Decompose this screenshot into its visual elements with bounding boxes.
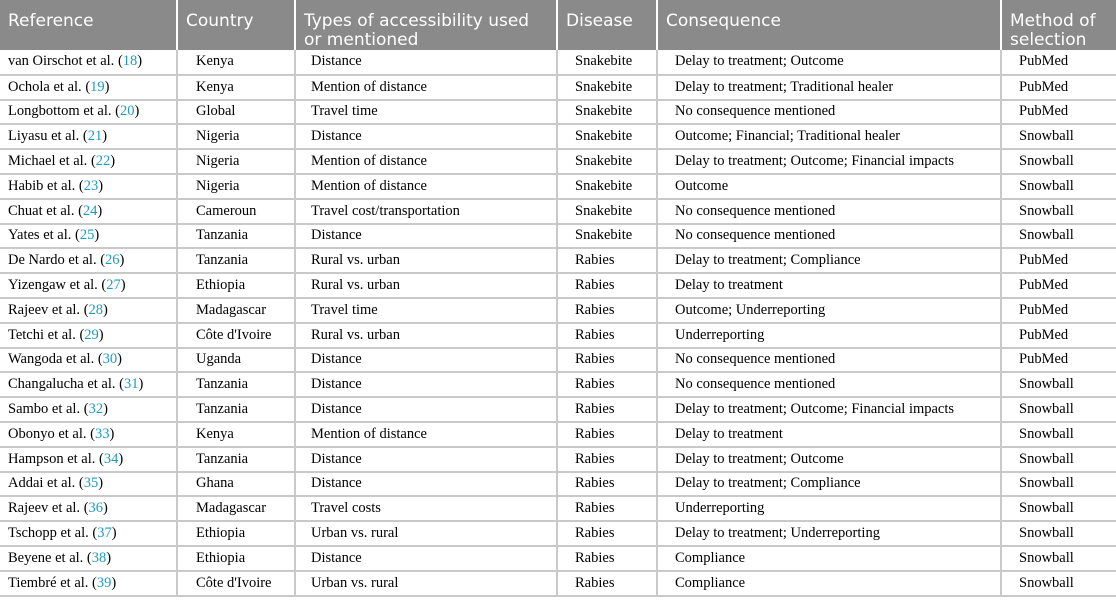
cell-disease: Rabies: [557, 447, 657, 472]
cell-disease: Rabies: [557, 472, 657, 497]
reference-link[interactable]: 35: [83, 475, 99, 492]
reference-author: Tetchi et al.: [8, 326, 76, 343]
reference-author: van Oirschot et al.: [8, 53, 115, 70]
cell-country: Ghana: [177, 472, 295, 497]
reference-author: Beyene et al.: [8, 549, 84, 566]
cell-method: PubMed: [1001, 248, 1116, 273]
cell-disease: Snakebite: [557, 75, 657, 100]
reference-paren-open: (: [81, 78, 91, 95]
cell-types: Mention of distance: [295, 174, 557, 199]
cell-types: Mention of distance: [295, 75, 557, 100]
cell-reference: [0, 298, 177, 323]
cell-disease: Rabies: [557, 372, 657, 397]
reference-paren-close: ): [103, 401, 108, 418]
cell-country: Ethiopia: [177, 546, 295, 571]
cell-reference: [0, 496, 177, 521]
cell-types: Travel costs: [295, 496, 557, 521]
table-row: [0, 149, 1116, 174]
reference-paren-close: ): [98, 326, 104, 343]
table-row: [0, 75, 1116, 100]
cell-reference: [0, 199, 177, 224]
table-row: [0, 496, 1116, 521]
cell-consequence: No consequence mentioned: [657, 100, 1001, 125]
cell-reference: [0, 124, 177, 149]
cell-disease: Rabies: [557, 298, 657, 323]
reference-paren-close: ): [120, 277, 126, 294]
cell-disease: Rabies: [557, 397, 657, 422]
column-header-consequence: Consequence: [657, 0, 1001, 50]
reference-author: Rajeev et al.: [8, 301, 81, 318]
reference-link[interactable]: 30: [102, 351, 118, 368]
cell-method: PubMed: [1001, 323, 1116, 348]
cell-method: Snowball: [1001, 546, 1116, 571]
cell-consequence: Outcome; Financial; Traditional healer: [657, 124, 1001, 149]
cell-disease: Rabies: [557, 348, 657, 373]
table-row: [0, 100, 1116, 125]
cell-consequence: Delay to treatment; Outcome: [657, 50, 1001, 75]
table-row: [0, 348, 1116, 373]
cell-disease: Snakebite: [557, 224, 657, 249]
cell-types: Urban vs. rural: [295, 571, 557, 596]
reference-paren-open: (: [80, 401, 89, 418]
cell-types: Rural vs. urban: [295, 273, 557, 298]
cell-reference: [0, 571, 177, 596]
cell-method: Snowball: [1001, 124, 1116, 149]
reference-paren-open: (: [95, 450, 104, 467]
reference-paren-close: ): [98, 475, 104, 492]
cell-types: Distance: [295, 546, 557, 571]
reference-author: Changalucha et al.: [8, 376, 116, 393]
cell-types: Mention of distance: [295, 149, 557, 174]
reference-paren-close: ): [102, 128, 108, 145]
reference-paren-close: ): [103, 301, 108, 318]
cell-reference: [0, 248, 177, 273]
cell-consequence: Delay to treatment; Outcome: [657, 447, 1001, 472]
reference-link[interactable]: 31: [123, 376, 139, 393]
cell-consequence: Compliance: [657, 571, 1001, 596]
cell-country: Uganda: [177, 348, 295, 373]
cell-reference: [0, 100, 177, 125]
cell-types: Distance: [295, 348, 557, 373]
table-header: [0, 0, 1116, 50]
reference-paren-open: (: [114, 53, 123, 70]
reference-author: Wangoda et al.: [8, 351, 95, 368]
cell-country: Tanzania: [177, 372, 295, 397]
reference-paren-close: ): [134, 103, 140, 120]
reference-paren-open: (: [94, 351, 103, 368]
cell-consequence: Underreporting: [657, 323, 1001, 348]
reference-author: De Nardo et al.: [8, 252, 97, 269]
reference-author: Liyasu et al.: [8, 128, 80, 145]
cell-reference: [0, 422, 177, 447]
reference-paren-close: ): [104, 78, 110, 95]
cell-country: Cameroun: [177, 199, 295, 224]
cell-consequence: Underreporting: [657, 496, 1001, 521]
cell-reference: [0, 546, 177, 571]
reference-link[interactable]: 29: [84, 326, 99, 343]
reference-author: Ochola et al.: [8, 78, 82, 95]
reference-link[interactable]: 34: [103, 450, 119, 467]
column-header-reference: Reference: [0, 0, 177, 50]
cell-country: Madagascar: [177, 298, 295, 323]
cell-types: Travel time: [295, 100, 557, 125]
reference-paren-close: ): [97, 202, 103, 219]
cell-method: Snowball: [1001, 174, 1116, 199]
cell-country: Nigeria: [177, 149, 295, 174]
reference-author: Sambo et al.: [8, 401, 81, 418]
reference-link[interactable]: 23: [83, 177, 99, 194]
cell-method: Snowball: [1001, 521, 1116, 546]
cell-consequence: No consequence mentioned: [657, 372, 1001, 397]
reference-link[interactable]: 26: [105, 252, 120, 269]
cell-method: Snowball: [1001, 571, 1116, 596]
reference-author: Tiembré et al.: [8, 574, 89, 591]
table-row: [0, 521, 1116, 546]
reference-author: Hampson et al.: [8, 450, 96, 467]
table-body: [0, 50, 1116, 596]
cell-types: Mention of distance: [295, 422, 557, 447]
cell-country: Tanzania: [177, 397, 295, 422]
reference-paren-open: (: [87, 153, 96, 170]
cell-reference: [0, 472, 177, 497]
table-row: [0, 422, 1116, 447]
cell-consequence: Delay to treatment; Traditional healer: [657, 75, 1001, 100]
reference-paren-open: (: [75, 326, 85, 343]
cell-consequence: No consequence mentioned: [657, 224, 1001, 249]
cell-reference: [0, 521, 177, 546]
cell-country: Global: [177, 100, 295, 125]
cell-reference: [0, 447, 177, 472]
reference-paren-open: (: [71, 227, 80, 244]
column-header-types: Types of accessibility used or mentioned: [295, 0, 557, 50]
cell-method: Snowball: [1001, 149, 1116, 174]
cell-disease: Snakebite: [557, 174, 657, 199]
reference-paren-close: ): [103, 500, 108, 517]
reference-paren-close: ): [110, 153, 116, 170]
cell-country: Kenya: [177, 422, 295, 447]
cell-disease: Snakebite: [557, 199, 657, 224]
cell-reference: [0, 149, 177, 174]
reference-paren-close: ): [109, 425, 115, 442]
reference-link[interactable]: 19: [90, 78, 105, 95]
cell-disease: Snakebite: [557, 124, 657, 149]
reference-paren-open: (: [75, 475, 84, 492]
cell-disease: Rabies: [557, 323, 657, 348]
reference-paren-open: (: [86, 425, 95, 442]
cell-method: Snowball: [1001, 372, 1116, 397]
reference-author: Yizengaw et al.: [8, 277, 98, 294]
cell-country: Côte d'Ivoire: [177, 571, 295, 596]
cell-consequence: No consequence mentioned: [657, 199, 1001, 224]
cell-country: Kenya: [177, 50, 295, 75]
reference-paren-open: (: [88, 525, 98, 542]
reference-link[interactable]: 27: [106, 277, 121, 294]
cell-method: PubMed: [1001, 348, 1116, 373]
cell-consequence: Delay to treatment: [657, 422, 1001, 447]
cell-reference: [0, 224, 177, 249]
reference-author: Obonyo et al.: [8, 425, 87, 442]
cell-types: Distance: [295, 447, 557, 472]
cell-country: Tanzania: [177, 447, 295, 472]
cell-disease: Rabies: [557, 422, 657, 447]
cell-method: PubMed: [1001, 100, 1116, 125]
reference-paren-close: ): [111, 525, 117, 542]
cell-consequence: Outcome: [657, 174, 1001, 199]
reference-link[interactable]: 20: [119, 103, 135, 120]
table-row: [0, 372, 1116, 397]
header-row: [0, 0, 1116, 50]
table-row: [0, 174, 1116, 199]
reference-link[interactable]: 25: [79, 227, 95, 244]
reference-link[interactable]: 21: [87, 128, 103, 145]
cell-consequence: No consequence mentioned: [657, 348, 1001, 373]
cell-types: Distance: [295, 124, 557, 149]
reference-paren-open: (: [97, 277, 107, 294]
cell-country: Nigeria: [177, 124, 295, 149]
reference-paren-close: ): [138, 376, 144, 393]
table-row: [0, 397, 1116, 422]
cell-consequence: Delay to treatment; Outcome; Financial impacts: [657, 149, 1001, 174]
cell-method: PubMed: [1001, 273, 1116, 298]
table-row: [0, 273, 1116, 298]
cell-reference: [0, 372, 177, 397]
table-row: [0, 546, 1116, 571]
cell-types: Distance: [295, 224, 557, 249]
reference-author: Addai et al.: [8, 475, 76, 492]
cell-disease: Rabies: [557, 496, 657, 521]
cell-types: Rural vs. urban: [295, 248, 557, 273]
cell-types: Distance: [295, 397, 557, 422]
cell-consequence: Delay to treatment; Outcome; Financial impacts: [657, 397, 1001, 422]
cell-consequence: Outcome; Underreporting: [657, 298, 1001, 323]
reference-paren-open: (: [115, 376, 124, 393]
cell-reference: [0, 174, 177, 199]
cell-consequence: Delay to treatment: [657, 273, 1001, 298]
cell-method: Snowball: [1001, 496, 1116, 521]
cell-consequence: Compliance: [657, 546, 1001, 571]
cell-types: Distance: [295, 50, 557, 75]
cell-reference: [0, 348, 177, 373]
cell-reference: [0, 273, 177, 298]
reference-link[interactable]: 18: [122, 53, 138, 70]
cell-disease: Snakebite: [557, 149, 657, 174]
reference-paren-close: ): [119, 252, 125, 269]
cell-country: Côte d'Ivoire: [177, 323, 295, 348]
cell-disease: Snakebite: [557, 100, 657, 125]
reference-paren-open: (: [83, 549, 92, 566]
table-row: [0, 323, 1116, 348]
reference-paren-open: (: [79, 128, 88, 145]
cell-reference: [0, 323, 177, 348]
cell-types: Travel time: [295, 298, 557, 323]
reference-link[interactable]: 22: [95, 153, 111, 170]
cell-types: Distance: [295, 472, 557, 497]
cell-method: Snowball: [1001, 472, 1116, 497]
cell-method: PubMed: [1001, 298, 1116, 323]
cell-reference: [0, 75, 177, 100]
reference-paren-open: (: [88, 574, 97, 591]
reference-link[interactable]: 32: [88, 401, 104, 418]
reference-paren-open: (: [75, 177, 84, 194]
reference-paren-open: (: [111, 103, 120, 120]
reference-link[interactable]: 33: [95, 425, 110, 442]
cell-disease: Rabies: [557, 571, 657, 596]
reference-paren-close: ): [98, 177, 104, 194]
cell-disease: Rabies: [557, 521, 657, 546]
reference-author: Yates et al.: [8, 227, 72, 244]
reference-paren-close: ): [118, 450, 124, 467]
reference-link[interactable]: 28: [88, 301, 104, 318]
reference-link[interactable]: 36: [88, 500, 104, 517]
cell-method: Snowball: [1001, 447, 1116, 472]
cell-disease: Rabies: [557, 273, 657, 298]
reference-author: Chuat et al.: [8, 202, 75, 219]
reference-link[interactable]: 37: [97, 525, 112, 542]
cell-method: PubMed: [1001, 50, 1116, 75]
cell-method: Snowball: [1001, 397, 1116, 422]
cell-consequence: Delay to treatment; Underreporting: [657, 521, 1001, 546]
cell-method: Snowball: [1001, 224, 1116, 249]
table-row: [0, 447, 1116, 472]
reference-paren-open: (: [80, 301, 89, 318]
reference-paren-close: ): [94, 227, 100, 244]
cell-types: Distance: [295, 372, 557, 397]
cell-country: Ethiopia: [177, 521, 295, 546]
table-row: [0, 298, 1116, 323]
reference-paren-open: (: [96, 252, 106, 269]
cell-country: Kenya: [177, 75, 295, 100]
cell-disease: Rabies: [557, 248, 657, 273]
cell-country: Madagascar: [177, 496, 295, 521]
cell-method: Snowball: [1001, 422, 1116, 447]
cell-country: Tanzania: [177, 248, 295, 273]
reference-author: Michael et al.: [8, 153, 88, 170]
reference-link[interactable]: 38: [91, 549, 107, 566]
cell-disease: Snakebite: [557, 50, 657, 75]
cell-disease: Rabies: [557, 546, 657, 571]
reference-author: Tschopp et al.: [8, 525, 89, 542]
cell-consequence: Delay to treatment; Compliance: [657, 248, 1001, 273]
reference-link[interactable]: 24: [82, 202, 98, 219]
table-row: [0, 571, 1116, 596]
cell-consequence: Delay to treatment; Compliance: [657, 472, 1001, 497]
table-row: [0, 472, 1116, 497]
reference-author: Rajeev et al.: [8, 500, 81, 517]
reference-paren-open: (: [80, 500, 89, 517]
cell-country: Tanzania: [177, 224, 295, 249]
reference-paren-close: ): [111, 574, 117, 591]
cell-reference: [0, 50, 177, 75]
table-row: [0, 124, 1116, 149]
cell-types: Rural vs. urban: [295, 323, 557, 348]
cell-types: Travel cost/transportation: [295, 199, 557, 224]
reference-paren-open: (: [74, 202, 83, 219]
reference-paren-close: ): [117, 351, 123, 368]
column-header-method: Method of selection: [1001, 0, 1116, 50]
cell-country: Ethiopia: [177, 273, 295, 298]
cell-method: PubMed: [1001, 75, 1116, 100]
table-row: [0, 224, 1116, 249]
reference-link[interactable]: 39: [96, 574, 112, 591]
reference-author: Habib et al.: [8, 177, 76, 194]
cell-method: Snowball: [1001, 199, 1116, 224]
reference-paren-close: ): [106, 549, 112, 566]
table-row: [0, 248, 1116, 273]
cell-types: Urban vs. rural: [295, 521, 557, 546]
column-header-disease: Disease: [557, 0, 657, 50]
column-header-country: Country: [177, 0, 295, 50]
table-row: [0, 199, 1116, 224]
reference-paren-close: ): [137, 53, 143, 70]
table-row: [0, 50, 1116, 75]
cell-country: Nigeria: [177, 174, 295, 199]
cell-reference: [0, 397, 177, 422]
reference-author: Longbottom et al.: [8, 103, 112, 120]
